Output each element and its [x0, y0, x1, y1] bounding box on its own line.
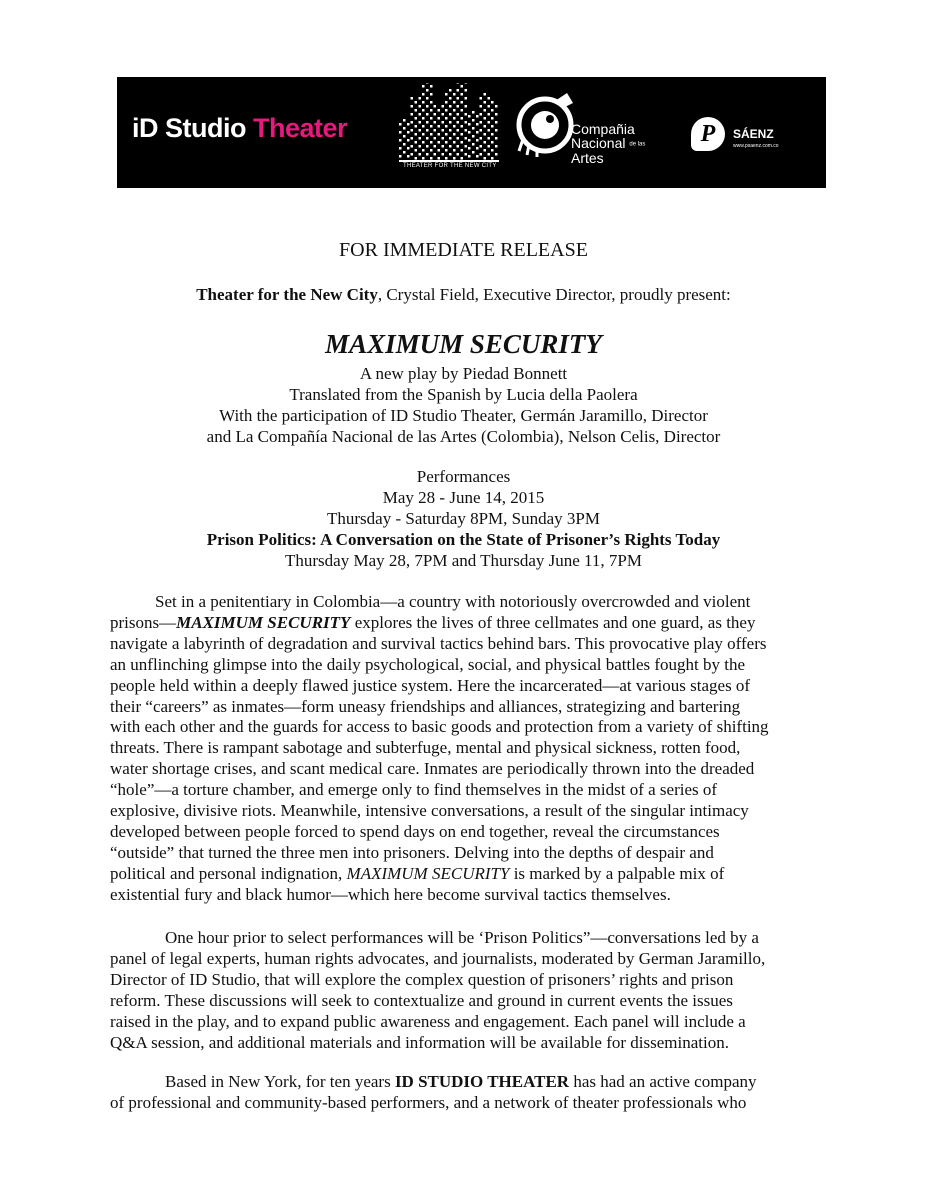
play-title: MAXIMUM SECURITY	[325, 329, 602, 359]
credit-line: and La Compañía Nacional de las Artes (Colombia), Nelson Celis, Director	[206, 427, 721, 446]
event-title: Prison Politics: A Conversation on the State of Prisoner’s Rights Today	[206, 530, 721, 549]
release-heading: FOR IMMEDIATE RELEASE	[339, 239, 588, 261]
id-studio-theater-logo: iD Studio Theater	[132, 113, 348, 143]
sponsor-banner	[117, 77, 826, 188]
performances-heading: Performances	[416, 467, 511, 486]
credit-line: A new play by Piedad Bonnett	[359, 364, 568, 383]
saenz-p-icon: P	[691, 117, 725, 151]
saenz-url: www.psaenz.com.co	[733, 143, 779, 149]
play-credits	[0, 363, 927, 447]
saenz-logo-text: SÁENZ	[733, 127, 774, 141]
presenter-line: Theater for the New City, Crystal Field, Executive Director, proudly present:	[196, 285, 731, 304]
compania-nacional-mascot-icon	[515, 89, 579, 159]
prison-politics-paragraph: One hour prior to select performances will be ‘Prison Politics”—conversations led by a panel of legal experts, human rights advocates, and journalists, moderated by German Jaramillo, Director of ID Studio, that will explore the complex question of prisoners’ rights and prison reform. These discussions will seek to contextualize and ground in current events the issues raised in the play, and to expand public awareness and engagement. Each panel will include a Q&A session, and additional materials and information will be available for dissemination.	[110, 928, 766, 1052]
tnc-logo-caption: THEATER FOR THE NEW CITY	[403, 163, 497, 169]
performance-times: Thursday - Saturday 8PM, Sunday 3PM	[327, 509, 600, 528]
credit-line: With the participation of ID Studio Theater, Germán Jaramillo, Director	[219, 406, 708, 425]
synopsis-paragraph: Set in a penitentiary in Colombia—a country with notoriously overcrowded and violent prisons—MAXIMUM SECURITY explores the lives of three cellmates and one guard, as they navigate a labyrinth of degradation and survival tactics behind bars. This provocative play offers an unflinching glimpse into the daily psychological, social, and physical battles fought by the people held within a deeply flawed justice system. Here the incarcerated—at various stages of their “careers” as inmates—form uneasy friendships and alliances, strategizing and bartering with each other and the guards for access to basic goods and protection from a variety of shifting threats. There is rampant sabotage and subterfuge, mental and physical sickness, rotten food, water shortage crises, and scant medical care. Inmates are periodically thrown into the dreaded “hole”—a torture chamber, and emerge only to find themselves in the midst of a series of explosive, divisive riots. Meanwhile, intensive conversations, a result of the singular intimacy developed between people forced to spend days on end together, reveal the circumstances “outside” that turned the three men into prisoners. Delving into the depths of despair and political and personal indignation, MAXIMUM SECURITY is marked by a palpable mix of existential fury and black humor—which here become survival tactics themselves.	[110, 592, 769, 904]
compania-nacional-logo-text: Compañia Nacional de las Artes	[571, 121, 646, 167]
credit-line: Translated from the Spanish by Lucia della Paolera	[289, 385, 638, 404]
performance-dates: May 28 - June 14, 2015	[382, 488, 545, 507]
id-studio-paragraph: Based in New York, for ten years ID STUDIO THEATER has had an active company of professional and community-based performers, and a network of theater professionals who	[110, 1072, 757, 1112]
performance-info	[0, 466, 927, 571]
event-dates: Thursday May 28, 7PM and Thursday June 11, 7PM	[285, 551, 642, 570]
